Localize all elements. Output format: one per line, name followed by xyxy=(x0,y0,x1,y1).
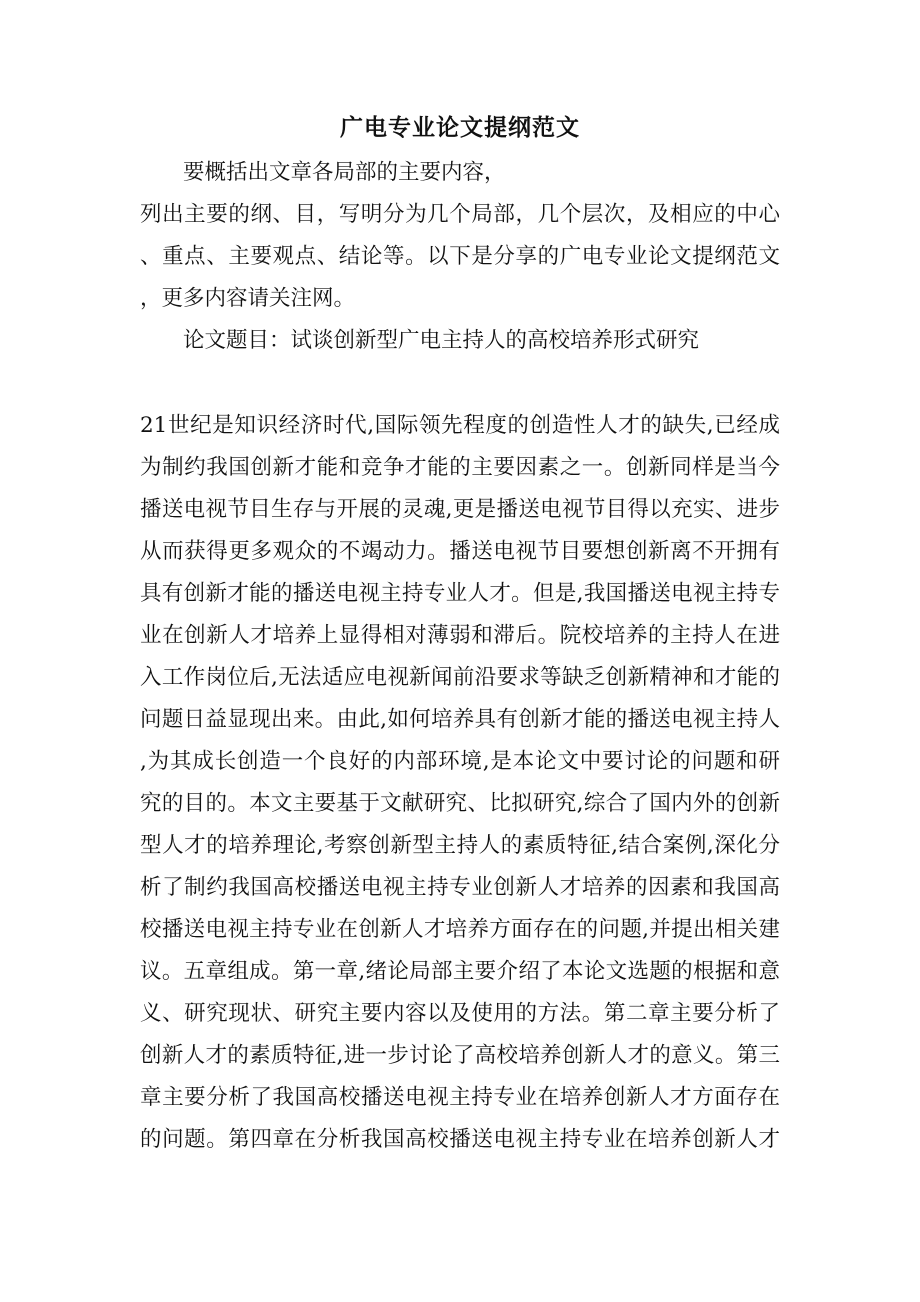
intro-line: 、重点、主要观点、结论等。以下是分享的广电专业论文提纲范文 xyxy=(140,244,780,269)
abstract-line: 校播送电视主持专业在创新人才培养方面存在的问题,并提出相关建 xyxy=(140,917,780,942)
thesis-title-line: 论文题目：试谈创新型广电主持人的高校培养形式研究 xyxy=(183,328,700,353)
abstract-line: 析了制约我国高校播送电视主持专业创新人才培养的因素和我国高 xyxy=(140,875,780,900)
abstract-line: 入工作岗位后,无法适应电视新闻前沿要求等缺乏创新精神和才能的 xyxy=(140,665,780,690)
abstract-line: 义、研究现状、研究主要内容以及使用的方法。第二章主要分析了 xyxy=(140,1001,780,1026)
abstract-line: 从而获得更多观众的不竭动力。播送电视节目要想创新离不开拥有 xyxy=(140,539,780,564)
abstract-line: 的问题。第四章在分析我国高校播送电视主持专业在培养创新人才 xyxy=(140,1127,780,1152)
abstract-line: ,为其成长创造一个良好的内部环境,是本论文中要讨论的问题和研 xyxy=(140,749,780,774)
document-title: 广电专业论文提纲范文 xyxy=(340,115,580,141)
abstract-line: 究的目的。本文主要基于文献研究、比拟研究,综合了国内外的创新 xyxy=(140,791,780,816)
abstract-line: 21世纪是知识经济时代,国际领先程度的创造性人才的缺失,已经成 xyxy=(140,413,780,438)
abstract-line: 章主要分析了我国高校播送电视主持专业在培养创新人才方面存在 xyxy=(140,1085,780,1110)
abstract-line: 播送电视节目生存与开展的灵魂,更是播送电视节目得以充实、进步 xyxy=(140,497,780,522)
intro-line: 列出主要的纲、目，写明分为几个局部，几个层次，及相应的中心 xyxy=(140,202,780,227)
abstract-line: 议。五章组成。第一章,绪论局部主要介绍了本论文选题的根据和意 xyxy=(140,959,780,984)
intro-line: ，更多内容请关注网。 xyxy=(140,286,356,311)
abstract-line: 问题日益显现出来。由此,如何培养具有创新才能的播送电视主持人 xyxy=(140,707,780,732)
abstract-line: 创新人才的素质特征,进一步讨论了高校培养创新人才的意义。第三 xyxy=(140,1043,780,1068)
abstract-line: 业在创新人才培养上显得相对薄弱和滞后。院校培养的主持人在进 xyxy=(140,623,780,648)
abstract-line: 为制约我国创新才能和竞争才能的主要因素之一。创新同样是当今 xyxy=(140,455,780,480)
abstract-line: 型人才的培养理论,考察创新型主持人的素质特征,结合案例,深化分 xyxy=(140,833,780,858)
intro-line: 要概括出文章各局部的主要内容， xyxy=(183,160,506,185)
abstract-line: 具有创新才能的播送电视主持专业人才。但是,我国播送电视主持专 xyxy=(140,581,780,606)
